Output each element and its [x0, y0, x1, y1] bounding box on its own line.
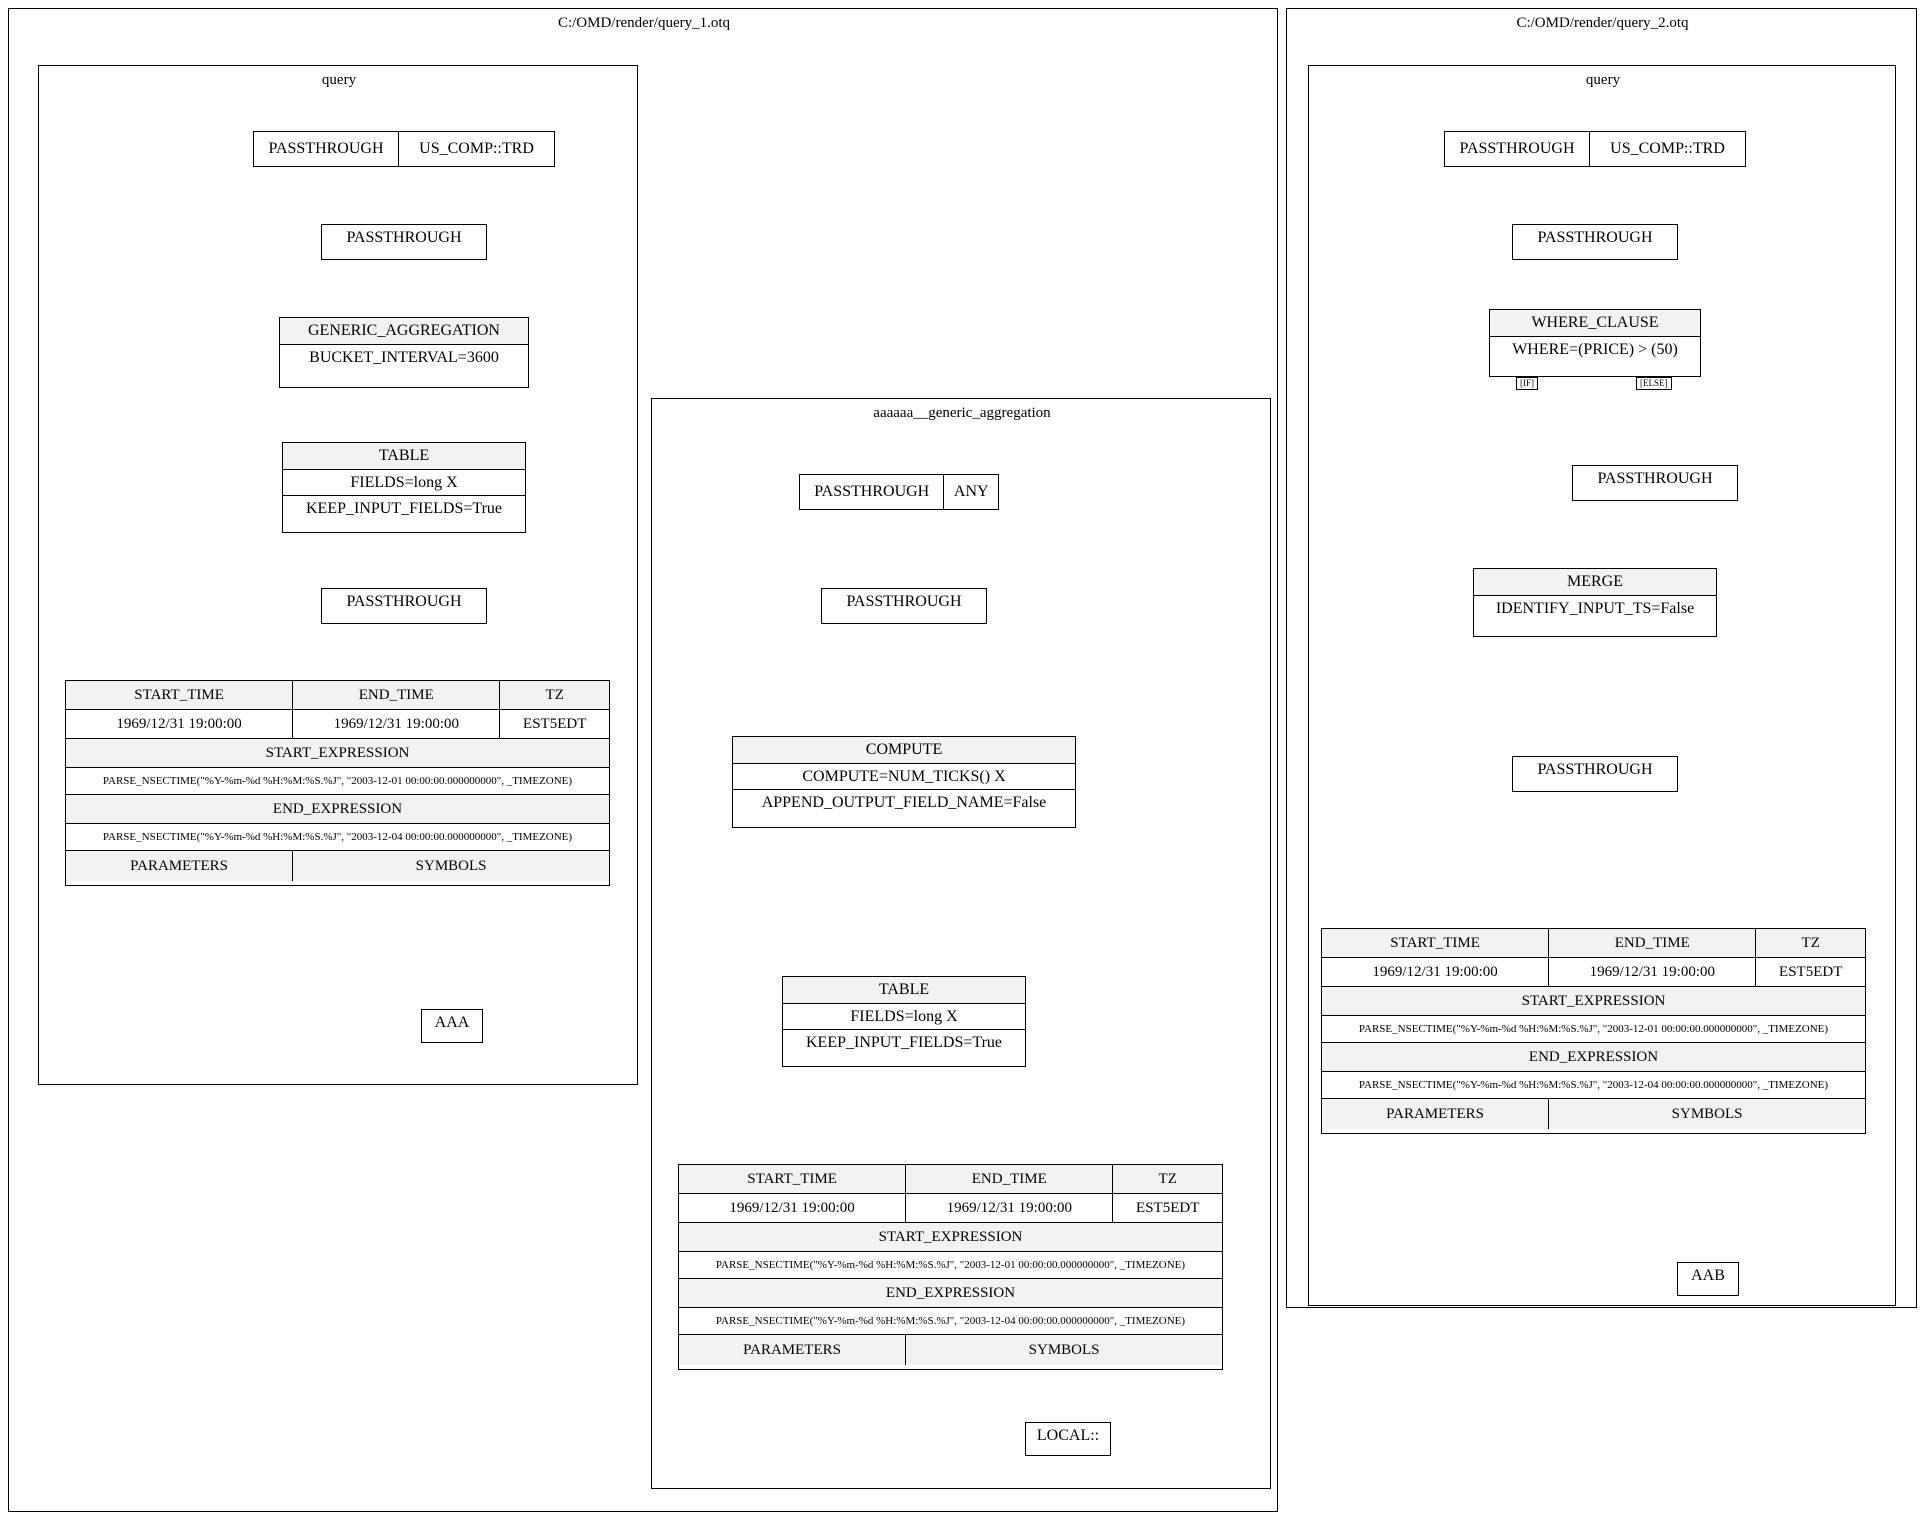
timetable-query-1-parameters-label: PARAMETERS [66, 851, 293, 881]
timetable-query-1-start-expression: PARSE_NSECTIME("%Y-%m-%d %H:%M:%S.%J", "2003-12-01 00:00:00.000000000", _TIMEZONE) [102, 775, 573, 787]
node-agg-passthrough-source-right: ANY [953, 483, 989, 501]
timetable-query-1-start-time-header: START_TIME [66, 681, 293, 709]
timetable-query-1-start-time-value: 1969/12/31 19:00:00 [66, 710, 293, 738]
node-q1-table[interactable] [282, 442, 526, 533]
node-agg-compute-expr: COMPUTE=NUM_TICKS() X [733, 764, 1075, 791]
cluster-query-1-file-label: C:/OMD/render/query_1.otq [557, 15, 731, 31]
node-q2-symbol-aab[interactable] [1677, 1262, 1739, 1296]
timetable-query-2-end-expression-label: END_EXPRESSION [1322, 1043, 1865, 1071]
node-q1-passthrough-source-left: PASSTHROUGH [254, 132, 399, 166]
timetable-query-2-start-expression: PARSE_NSECTIME("%Y-%m-%d %H:%M:%S.%J", "2003-12-01 00:00:00.000000000", _TIMEZONE) [1358, 1023, 1829, 1035]
node-q2-where-clause-expr: WHERE=(PRICE) > (50) [1512, 340, 1678, 358]
cluster-query-2-file-label: C:/OMD/render/query_2.otq [1516, 15, 1689, 31]
node-q2-branch-if-tag: [IF] [1516, 377, 1538, 390]
timetable-aggregation-start-expression: PARSE_NSECTIME("%Y-%m-%d %H:%M:%S.%J", "2003-12-01 00:00:00.000000000", _TIMEZONE) [715, 1259, 1186, 1271]
node-agg-passthrough-2[interactable] [821, 588, 987, 624]
timetable-aggregation-tz-header: TZ [1113, 1165, 1222, 1193]
node-q1-passthrough-3-label: PASSTHROUGH [346, 593, 462, 610]
timetable-aggregation [678, 1164, 1223, 1370]
timetable-aggregation-end-time-header: END_TIME [906, 1165, 1113, 1193]
node-agg-table[interactable] [782, 976, 1026, 1067]
node-q1-symbol-aaa[interactable] [421, 1009, 483, 1043]
node-q2-passthrough-else[interactable] [1572, 465, 1738, 501]
timetable-query-2-start-time-value: 1969/12/31 19:00:00 [1322, 958, 1549, 986]
node-q2-where-clause[interactable] [1489, 309, 1701, 377]
node-agg-table-title: TABLE [783, 977, 1025, 1004]
node-q2-merge-param: IDENTIFY_INPUT_TS=False [1495, 599, 1695, 617]
timetable-query-2-tz-header: TZ [1756, 929, 1865, 957]
timetable-query-1-tz-value: EST5EDT [523, 715, 587, 732]
timetable-aggregation-end-expression: PARSE_NSECTIME("%Y-%m-%d %H:%M:%S.%J", "2003-12-04 00:00:00.000000000", _TIMEZONE) [715, 1315, 1186, 1327]
node-q2-passthrough-source-left: PASSTHROUGH [1445, 132, 1590, 166]
node-q1-generic-aggregation[interactable] [279, 317, 529, 388]
node-q2-passthrough-out-label: PASSTHROUGH [1537, 761, 1653, 778]
node-q1-passthrough-source-right: US_COMP::TRD [419, 140, 534, 158]
timetable-query-2-end-expression: PARSE_NSECTIME("%Y-%m-%d %H:%M:%S.%J", "2003-12-04 00:00:00.000000000", _TIMEZONE) [1358, 1079, 1829, 1091]
node-q1-passthrough-3[interactable] [321, 588, 487, 624]
node-q2-passthrough-else-label: PASSTHROUGH [1597, 470, 1713, 487]
node-q1-table-title: TABLE [283, 443, 525, 470]
node-q2-passthrough-2[interactable] [1512, 224, 1678, 260]
node-q2-symbol-aab-label: AAB [1691, 1267, 1725, 1284]
timetable-query-2-parameters-label: PARAMETERS [1322, 1099, 1549, 1129]
timetable-query-2-end-time-value: 1969/12/31 19:00:00 [1549, 958, 1756, 986]
timetable-query-2-start-expression-label: START_EXPRESSION [1322, 987, 1865, 1015]
cluster-query-1-inner-label: query [321, 72, 357, 88]
timetable-query-1-symbols-label: SYMBOLS [293, 851, 609, 881]
timetable-aggregation-end-expression-label: END_EXPRESSION [679, 1279, 1222, 1307]
node-agg-table-keep: KEEP_INPUT_FIELDS=True [806, 1034, 1002, 1052]
timetable-query-1-end-time-value: 1969/12/31 19:00:00 [293, 710, 500, 738]
cluster-generic-aggregation-label: aaaaaa__generic_aggregation [873, 405, 1051, 421]
node-agg-symbol-local-label: LOCAL:: [1036, 1427, 1100, 1444]
node-q2-where-clause-title: WHERE_CLAUSE [1490, 310, 1700, 337]
timetable-query-2-tz-value: EST5EDT [1779, 963, 1843, 980]
cluster-query-1-inner [38, 65, 638, 1085]
timetable-aggregation-start-expression-label: START_EXPRESSION [679, 1223, 1222, 1251]
timetable-query-1-tz-header: TZ [500, 681, 609, 709]
node-q2-passthrough-2-label: PASSTHROUGH [1537, 229, 1653, 246]
node-agg-compute[interactable] [732, 736, 1076, 828]
timetable-query-1-end-time-header: END_TIME [293, 681, 500, 709]
node-q2-passthrough-source-right: US_COMP::TRD [1610, 140, 1725, 158]
node-q1-table-fields: FIELDS=long X [283, 470, 525, 497]
timetable-aggregation-symbols-label: SYMBOLS [906, 1335, 1222, 1365]
node-q1-passthrough-source[interactable] [253, 131, 555, 167]
node-q2-passthrough-source[interactable] [1444, 131, 1746, 167]
node-q1-passthrough-2-label: PASSTHROUGH [346, 229, 462, 246]
node-q1-generic-aggregation-title: GENERIC_AGGREGATION [280, 318, 528, 345]
node-agg-table-fields: FIELDS=long X [783, 1004, 1025, 1031]
timetable-query-1-start-expression-label: START_EXPRESSION [66, 739, 609, 767]
timetable-aggregation-start-time-header: START_TIME [679, 1165, 906, 1193]
timetable-query-2-end-time-header: END_TIME [1549, 929, 1756, 957]
node-q2-merge[interactable] [1473, 568, 1717, 637]
node-agg-passthrough-2-label: PASSTHROUGH [846, 593, 962, 610]
timetable-query-2-symbols-label: SYMBOLS [1549, 1099, 1865, 1129]
timetable-query-1-end-expression-label: END_EXPRESSION [66, 795, 609, 823]
timetable-aggregation-parameters-label: PARAMETERS [679, 1335, 906, 1365]
node-q2-merge-title: MERGE [1474, 569, 1716, 596]
timetable-aggregation-tz-value: EST5EDT [1136, 1199, 1200, 1216]
node-agg-compute-title: COMPUTE [733, 737, 1075, 764]
timetable-query-1 [65, 680, 610, 886]
node-q1-generic-aggregation-param: BUCKET_INTERVAL=3600 [309, 348, 499, 366]
node-agg-passthrough-source[interactable] [799, 474, 999, 510]
timetable-aggregation-end-time-value: 1969/12/31 19:00:00 [906, 1194, 1113, 1222]
node-q2-passthrough-out[interactable] [1512, 756, 1678, 792]
node-q1-passthrough-2[interactable] [321, 224, 487, 260]
node-q1-table-keep: KEEP_INPUT_FIELDS=True [306, 500, 502, 518]
timetable-aggregation-start-time-value: 1969/12/31 19:00:00 [679, 1194, 906, 1222]
cluster-query-2-inner-label: query [1585, 72, 1621, 88]
timetable-query-2-start-time-header: START_TIME [1322, 929, 1549, 957]
timetable-query-2 [1321, 928, 1866, 1134]
timetable-query-1-end-expression: PARSE_NSECTIME("%Y-%m-%d %H:%M:%S.%J", "2003-12-04 00:00:00.000000000", _TIMEZONE) [102, 831, 573, 843]
node-agg-compute-append: APPEND_OUTPUT_FIELD_NAME=False [761, 794, 1047, 812]
node-q2-branch-else-tag: [ELSE] [1636, 377, 1672, 390]
node-agg-symbol-local[interactable] [1025, 1422, 1111, 1456]
node-q1-symbol-aaa-label: AAA [434, 1014, 470, 1031]
node-agg-passthrough-source-left: PASSTHROUGH [800, 475, 944, 509]
